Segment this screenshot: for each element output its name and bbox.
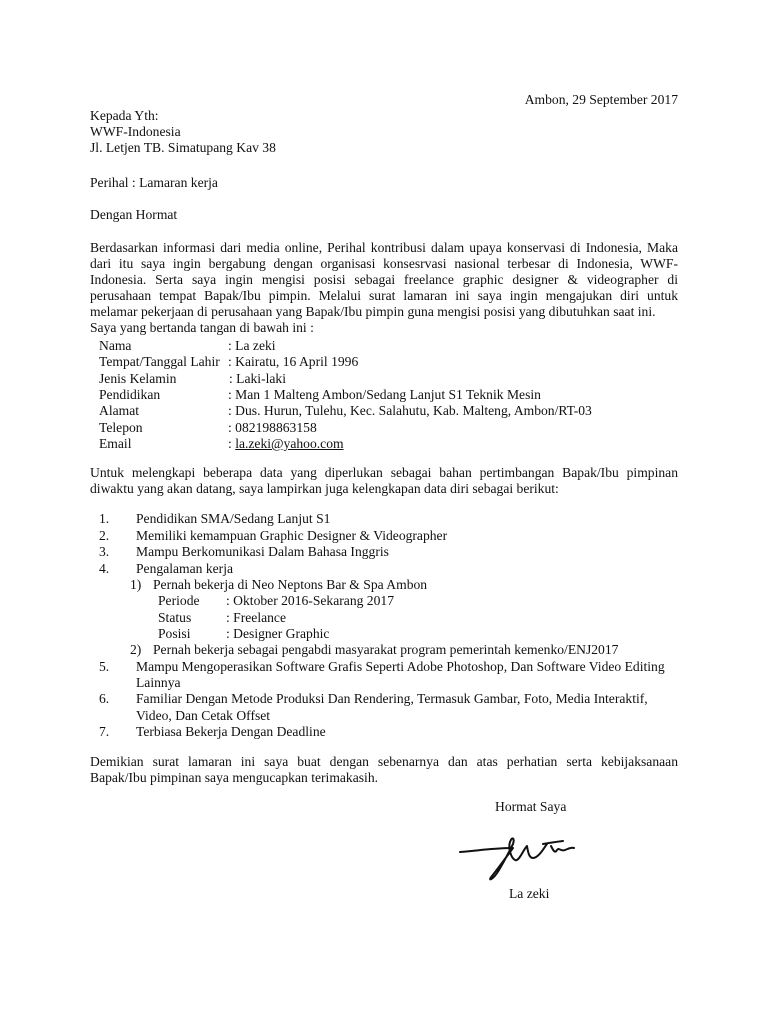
telepon-label: Telepon [99, 420, 143, 435]
intro-line: perusahaan tempat Bapak/Ibu pimpin. Melalui surat lamaran ini saya ingin mengajukan diri untuk [90, 288, 678, 303]
list-number: 6. [99, 691, 110, 706]
list-item [90, 691, 678, 707]
job-detail-posisi [90, 626, 678, 642]
jenis-kelamin-value: : Laki-laki [229, 371, 286, 386]
alamat-value: : Dus. Hurun, Tulehu, Kec. Salahutu, Kab. Malteng, Ambon/RT-03 [228, 403, 592, 418]
list-text: Mampu Mengoperasikan Software Grafis Seperti Adobe Photoshop, Dan Software Video Editing [136, 659, 665, 674]
identity-table [90, 338, 678, 458]
list-text: Pendidikan SMA/Sedang Lanjut S1 [136, 511, 331, 526]
closing-line: Bapak/Ibu pimpinan saya mengucapkan terimakasih. [90, 770, 379, 785]
recipient-line-2: WWF-Indonesia [90, 124, 181, 139]
sub-list-number: 2) [130, 642, 142, 657]
posisi-value: : Designer Graphic [226, 626, 330, 641]
list-item [90, 511, 678, 527]
status-value: : Freelance [226, 610, 287, 625]
telepon-value: : 082198863158 [228, 420, 317, 435]
list-text: Terbiasa Bekerja Dengan Deadline [136, 724, 326, 739]
list-item-continuation [90, 675, 678, 691]
list-text: Familiar Dengan Metode Produksi Dan Rendering, Termasuk Gambar, Foto, Media Interaktif, [136, 691, 648, 706]
sub-list-item [90, 642, 678, 658]
list-text: Mampu Berkomunikasi Dalam Bahasa Inggris [136, 544, 389, 559]
intro-paragraph [90, 240, 678, 336]
intro-line: Indonesia. Serta saya ingin mengisi posisi sebagai freelance graphic designer & videographer di [90, 272, 678, 287]
list-item [90, 659, 678, 675]
data-intro-line: Untuk melengkapi beberapa data yang diperlukan sebagai bahan pertimbangan Bapak/Ibu pimpinan [90, 465, 678, 480]
list-item [90, 544, 678, 560]
greeting: Dengan Hormat [90, 207, 178, 222]
list-item [90, 724, 678, 740]
list-text: Memiliki kemampuan Graphic Designer & Videographer [136, 528, 448, 543]
job-detail-periode [90, 593, 678, 609]
email-colon: : [228, 436, 236, 451]
closing-salutation: Hormat Saya [495, 799, 567, 814]
list-item [90, 528, 678, 544]
sub-list-text: Pernah bekerja sebagai pengabdi masyarakat program pemerintah kemenko/ENJ2017 [153, 642, 619, 657]
list-number: 5. [99, 659, 110, 674]
recipient-line-3: Jl. Letjen TB. Simatupang Kav 38 [90, 140, 276, 155]
email-label: Email [99, 436, 132, 451]
nama-value: : La zeki [228, 338, 276, 353]
data-intro-paragraph [90, 465, 678, 497]
intro-line: dari itu saya ingin bergabung dengan organisasi konsesrvasi nasional terbesar di Indonesia, WWF- [90, 256, 678, 271]
ttl-value: : Kairatu, 16 April 1996 [228, 354, 359, 369]
list-text: Pengalaman kerja [136, 561, 234, 576]
sub-list-number: 1) [130, 577, 142, 592]
data-intro-line: diwaktu yang akan datang, saya lampirkan juga kelengkapan data diri sebagai berikut: [90, 481, 559, 496]
subject-line: Perihal : Lamaran kerja [90, 175, 218, 190]
qualifications-list [90, 511, 678, 741]
recipient-line-1: Kepada Yth: [90, 108, 159, 123]
email-value-wrap [228, 436, 344, 452]
posisi-label: Posisi [158, 626, 191, 641]
list-text: Video, Dan Cetak Offset [136, 708, 271, 723]
list-item-continuation [90, 708, 678, 724]
list-number: 7. [99, 724, 110, 739]
alamat-label: Alamat [99, 403, 140, 418]
pendidikan-label: Pendidikan [99, 387, 161, 402]
list-number: 3. [99, 544, 110, 559]
list-number: 2. [99, 528, 110, 543]
ttl-label: Tempat/Tanggal Lahir [99, 354, 220, 369]
intro-line: Saya yang bertanda tangan di bawah ini : [90, 320, 314, 335]
jenis-kelamin-label: Jenis Kelamin [99, 371, 177, 386]
list-item [90, 561, 678, 577]
letter-date: Ambon, 29 September 2017 [524, 92, 678, 107]
job-detail-status [90, 610, 678, 626]
status-label: Status [158, 610, 192, 625]
sub-list-item [90, 577, 678, 593]
intro-line: melamar pekerjaan di perusahaan yang Bapak/Ibu pimpin guna mengisi posisi yang dibutuhkan saat ini. [90, 304, 656, 319]
signer-name: La zeki [509, 886, 550, 901]
closing-line: Demikian surat lamaran ini saya buat dengan sebenarnya dan atas perhatian serta kebijaksanaan [90, 754, 678, 769]
periode-label: Periode [158, 593, 200, 608]
recipient-block [90, 108, 678, 156]
intro-line: Berdasarkan informasi dari media online, Perihal kontribusi dalam upaya konservasi di Indonesia, Maka [90, 240, 678, 255]
list-text: Lainnya [136, 675, 181, 690]
pendidikan-value: : Man 1 Malteng Ambon/Sedang Lanjut S1 Teknik Mesin [228, 387, 541, 402]
nama-label: Nama [99, 338, 132, 353]
handwritten-signature [455, 830, 605, 886]
closing-paragraph [90, 754, 678, 786]
list-number: 1. [99, 511, 110, 526]
sub-list-text: Pernah bekerja di Neo Neptons Bar & Spa Ambon [153, 577, 428, 592]
list-number: 4. [99, 561, 110, 576]
email-link[interactable]: la.zeki@yahoo.com [235, 436, 344, 451]
periode-value: : Oktober 2016-Sekarang 2017 [226, 593, 394, 608]
